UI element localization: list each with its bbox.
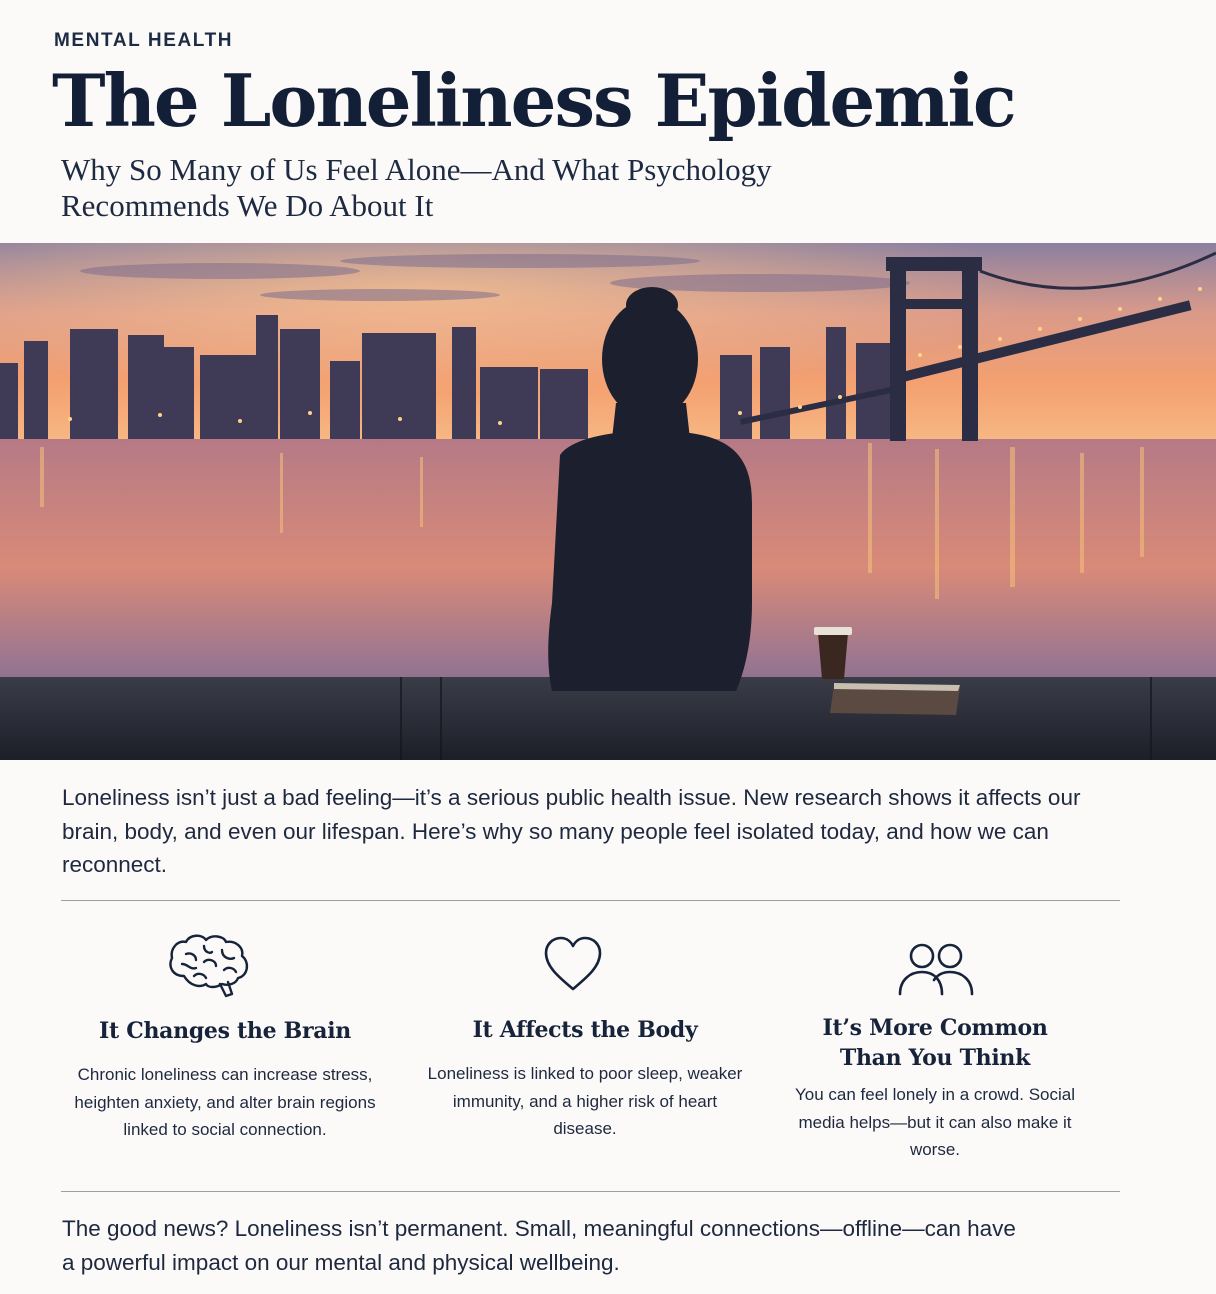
divider-top [61, 900, 1120, 901]
feature-body [425, 930, 745, 1143]
feature-common-body: You can feel lonely in a crowd. Social media helps—but it can also make it worse. [794, 1085, 1076, 1159]
feature-common [790, 930, 1080, 1164]
people-icon [894, 940, 978, 1000]
feature-brain-body: Chronic loneliness can increase stress, heighten anxiety, and alter brain regions linked to social connection. [74, 1065, 376, 1139]
divider-bottom [61, 1191, 1120, 1192]
feature-body-title: It Affects the Body [472, 1017, 698, 1043]
intro-paragraph: Loneliness isn’t just a bad feeling—it’s a serious public health issue. New research shows it affects our brain, body, and even our lifespan. Here’s why so many people feel isolated today, and how we can reconnect. [62, 785, 1081, 877]
heart-icon [542, 935, 604, 995]
brain-icon [164, 930, 256, 1002]
feature-brain [55, 930, 395, 1144]
hero-image [0, 243, 1216, 760]
outro-paragraph: The good news? Loneliness isn’t permanent. Small, meaningful connections—offline—can have a powerful impact on our mental and physical wellbeing. [62, 1216, 1016, 1275]
headline: The Loneliness Epidemic [52, 58, 1015, 143]
kicker: MENTAL HEALTH [54, 30, 234, 51]
dek: Why So Many of Us Feel Alone—And What Psychology Recommends We Do About It [61, 152, 772, 223]
hero-illustration [0, 243, 1216, 760]
feature-brain-title: It Changes the Brain [99, 1018, 351, 1044]
feature-common-title: It’s More Common Than You Think [822, 1015, 1048, 1071]
feature-body-body: Loneliness is linked to poor sleep, weaker immunity, and a higher risk of heart disease. [427, 1064, 743, 1138]
